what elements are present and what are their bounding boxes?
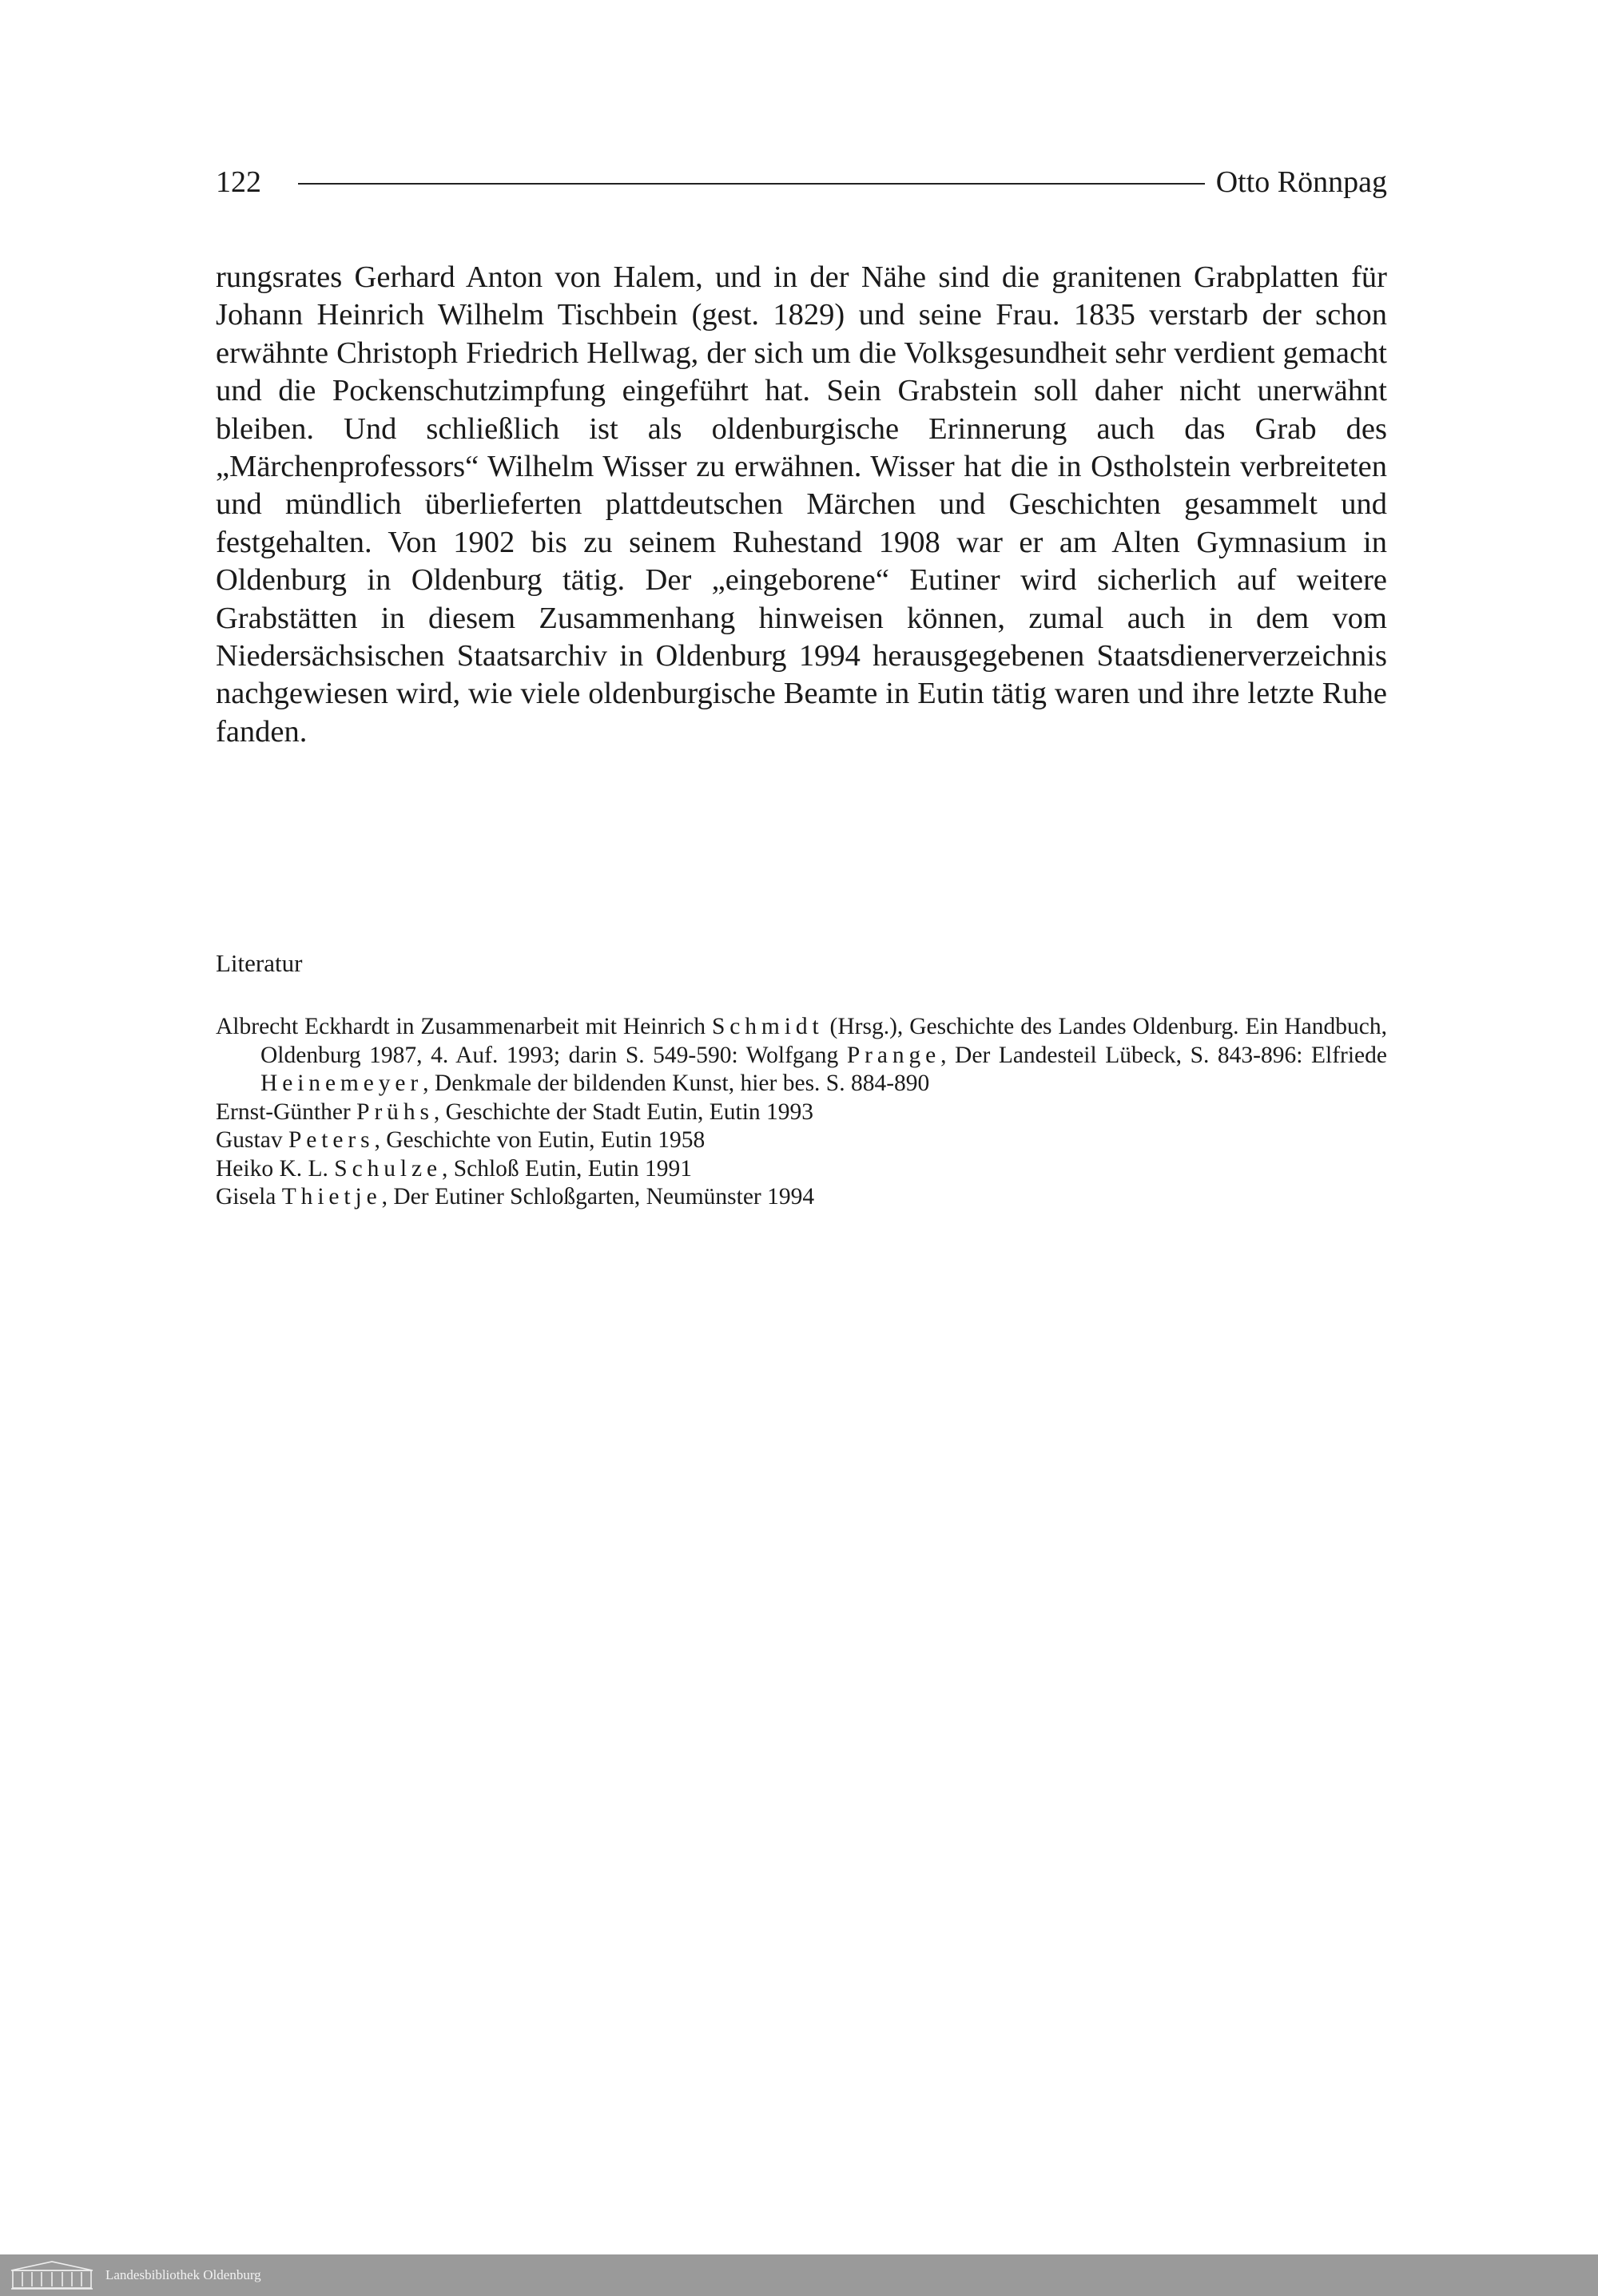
literature-list [216, 1013, 1387, 1212]
author-name: Prühs [356, 1098, 434, 1125]
entry-text: , Denkmale der bildenden Kunst, hier bes. S. 884-890 [423, 1071, 930, 1096]
author-name: Schulze [334, 1155, 442, 1182]
running-header [216, 160, 1387, 205]
entry-text: Gustav [216, 1127, 288, 1153]
entry-text: Ernst-Günther [216, 1098, 357, 1125]
literature-entry [216, 1013, 1387, 1098]
running-title: Otto Rönnpag [1215, 165, 1387, 199]
entry-text: , Schloß Eutin, Eutin 1991 [441, 1155, 693, 1182]
page-number: 122 [216, 165, 261, 199]
library-footer [0, 2254, 1598, 2296]
author-name: Schmidt [711, 1014, 824, 1039]
literature-entry [216, 1183, 1387, 1212]
author-name: Thietje [281, 1184, 382, 1210]
literature-entry [216, 1126, 1387, 1155]
entry-text: , Geschichte der Stadt Eutin, Eutin 1993 [433, 1098, 814, 1125]
library-building-icon [8, 2259, 96, 2291]
entry-text: , Der Eutiner Schloßgarten, Neumünster 1994 [381, 1184, 815, 1210]
author-name: Heinemeyer [260, 1071, 423, 1096]
body-text [216, 259, 1387, 751]
literature-entry [216, 1098, 1387, 1127]
entry-text: (Hrsg.), Geschichte des Landes Oldenburg. Ein Handbuch, Oldenburg 1987, 4. Auf. 1993; darin S. 549-590: Wolfgang [260, 1014, 1387, 1068]
author-name: Prange [846, 1042, 941, 1068]
literature-heading: Literatur [216, 949, 303, 977]
entry-text: , Der Landesteil Lübeck, S. 843-896: Elfriede [940, 1042, 1387, 1068]
entry-text: , Geschichte von Eutin, Eutin 1958 [374, 1127, 706, 1153]
header-rule [298, 183, 1205, 185]
author-name: Peters [288, 1127, 375, 1153]
literature-entry [216, 1155, 1387, 1184]
entry-text: Heiko K. L. [216, 1155, 335, 1182]
body-paragraph: rungsrates Gerhard Anton von Halem, und in der Nähe sind die granitenen Grabplatten für Johann Heinrich Wilhelm Tischbein (gest. 1829) und seine Frau. 1835 verstarb der schon erwähnte Christoph Friedrich Hellwag, der sich um die Volksgesundheit sehr verdient gemacht und die Pockenschutzimpfung eingeführt hat. Sein Grabstein soll daher nicht unerwähnt bleiben. Und schließlich ist als oldenburgische Erinnerung auch das Grab des „Märchenprofessors“ Wilhelm Wisser zu erwähnen. Wisser hat die in Ostholstein verbreiteten und mündlich überlieferten plattdeutschen Märchen und Geschichten gesammelt und festgehalten. Von 1902 bis zu seinem Ruhestand 1908 war er am Alten Gymnasium in Oldenburg in Oldenburg tätig. Der „eingeborene“ Eutiner wird sicherlich auf weitere Grabstätten in diesem Zusammenhang hinweisen können, zumal auch in dem vom Niedersächsischen Staatsarchiv in Oldenburg 1994 herausgegebenen Staatsdienerverzeichnis nachgewiesen wird, wie viele oldenburgische Beamte in Eutin tätig waren und ihre letzte Ruhe fanden. [216, 260, 1387, 749]
entry-text: Gisela [216, 1184, 282, 1210]
library-name: Landesbibliothek Oldenburg [105, 2267, 261, 2282]
entry-text: Albrecht Eckhardt in Zusammenarbeit mit Heinrich [216, 1014, 712, 1039]
